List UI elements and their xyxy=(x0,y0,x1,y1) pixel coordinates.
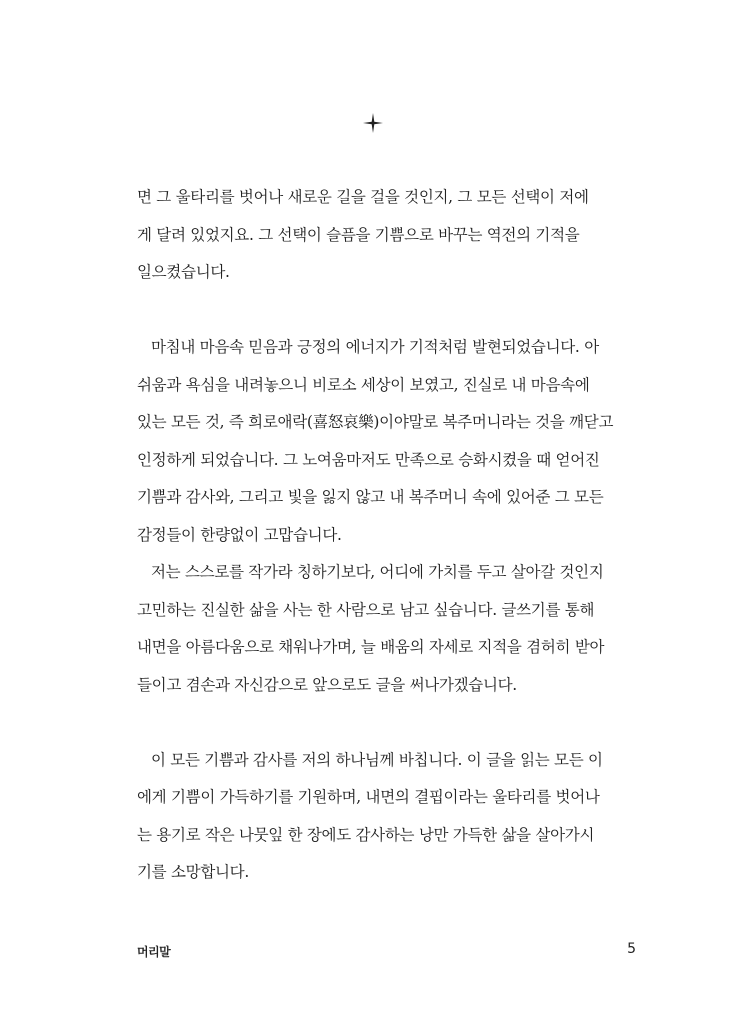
text-line: 감정들이 한량없이 고맙습니다. xyxy=(137,525,342,544)
body-text xyxy=(137,179,637,892)
text-line: 기를 소망합니다. xyxy=(137,863,249,881)
text-line: 내면을 아름다움으로 채워나가며, 늘 배움의 자세로 지적을 겸허히 받아 xyxy=(137,638,605,656)
text-line: 기쁨과 감사와, 그리고 빛을 잃지 않고 내 복주머니 속에 있어준 그 모든 xyxy=(137,488,604,506)
text-line: 고민하는 진실한 삶을 사는 한 사람으로 남고 싶습니다. 글쓰기를 통해 xyxy=(137,600,595,619)
text-line: 이 모든 기쁨과 감사를 저의 하나님께 바칩니다. 이 글을 읽는 모든 이 xyxy=(151,750,603,769)
paragraph-gap xyxy=(137,292,637,330)
text-line: 일으켰습니다. xyxy=(137,263,230,281)
text-line: 게 달려 있었지요. 그 선택이 슬픔을 기쁨으로 바꾸는 역전의 기적을 xyxy=(137,225,580,244)
paragraph-gap xyxy=(137,704,637,742)
text-line: 에게 기쁨이 가득하기를 기원하며, 내면의 결핍이라는 울타리를 벗어나 xyxy=(137,788,600,806)
text-line: 쉬움과 욕심을 내려놓으니 비로소 세상이 보였고, 진실로 내 마음속에 xyxy=(137,375,590,394)
text-line: 들이고 겸손과 자신감으로 앞으로도 글을 써나가겠습니다. xyxy=(137,675,517,694)
four-point-star-icon xyxy=(362,112,384,134)
text-line: 인정하게 되었습니다. 그 노여움마저도 만족으로 승화시켰을 때 얻어진 xyxy=(137,450,600,469)
text-line: 있는 모든 것, 즉 희로애락(喜怒哀樂)이야말로 복주머니라는 것을 깨닫고 xyxy=(137,413,614,431)
text-line: 면 그 울타리를 벗어나 새로운 길을 걸을 것인지, 그 모든 선택이 저에 xyxy=(137,188,589,206)
text-line: 저는 스스로를 작가라 칭하기보다, 어디에 가치를 두고 살아갈 것인지 xyxy=(151,563,604,581)
page-number: 5 xyxy=(627,941,636,957)
text-line: 는 용기로 작은 나뭇잎 한 장에도 감사하는 낭만 가득한 삶을 살아가시 xyxy=(137,825,595,844)
text-line: 마침내 마음속 믿음과 긍정의 에너지가 기적처럼 발현되었습니다. 아 xyxy=(151,338,599,356)
section-title: 머리말 xyxy=(137,945,171,959)
